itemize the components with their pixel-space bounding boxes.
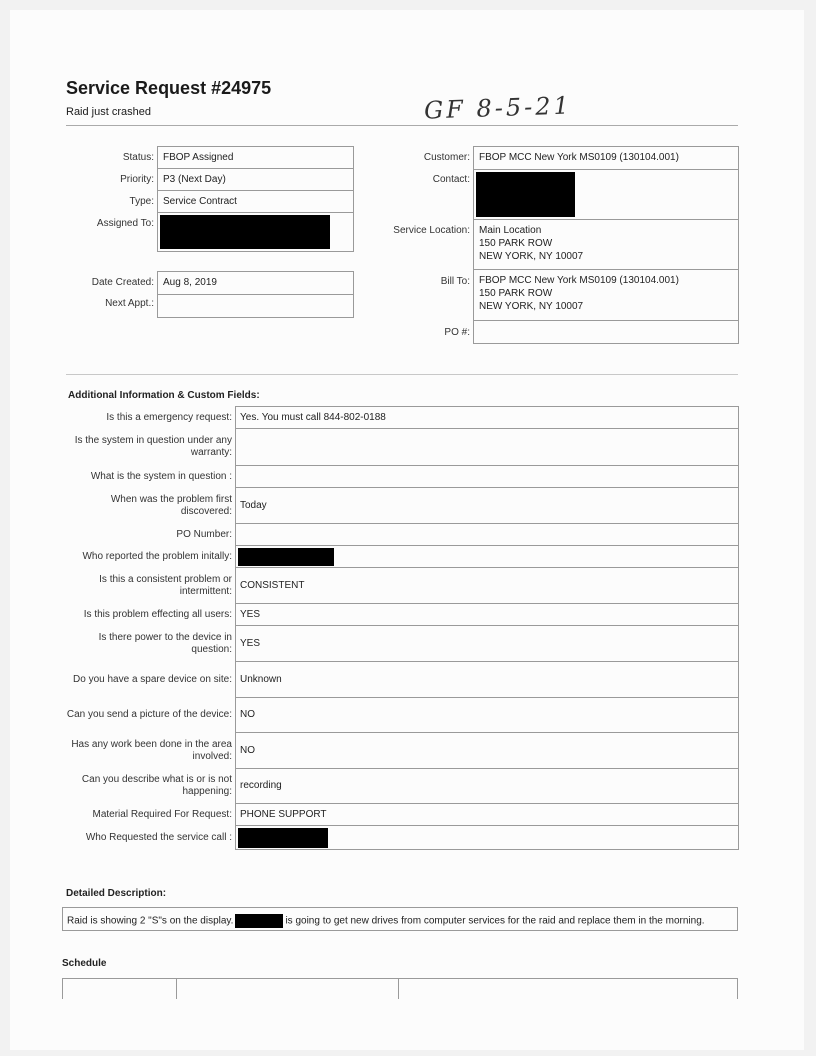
field-answer — [236, 826, 739, 850]
redaction-box — [238, 548, 334, 566]
table-row — [64, 546, 739, 568]
customer-value: FBOP MCC New York MS0109 (130104.001) — [473, 146, 739, 170]
table-row — [64, 769, 739, 804]
schedule-column-divider — [737, 979, 738, 999]
field-answer: YES — [236, 626, 739, 662]
contact-label: Contact: — [432, 174, 470, 185]
field-question: Is this problem effecting all users: — [83, 608, 232, 620]
field-question: Is the system in question under any warranty: — [74, 435, 232, 458]
table-row — [64, 698, 739, 733]
table-row — [64, 826, 739, 850]
priority-label: Priority: — [120, 174, 154, 185]
field-answer — [236, 429, 739, 466]
assigned-to-label: Assigned To: — [96, 218, 154, 229]
po-value — [473, 320, 739, 344]
field-answer: Unknown — [236, 662, 739, 698]
schedule-column-divider — [176, 979, 177, 999]
redaction-box — [238, 828, 328, 848]
field-question: Can you send a picture of the device: — [66, 709, 232, 720]
field-question: Has any work been done in the area involved: — [71, 738, 232, 762]
description-text-end: is going to get new drives from computer services for the raid and replace them in the morning. — [285, 915, 705, 927]
additional-info-heading: Additional Information & Custom Fields: — [68, 390, 260, 401]
next-appt-value — [157, 294, 354, 318]
field-answer: recording — [236, 769, 739, 804]
section-divider — [66, 374, 738, 375]
field-answer: NO — [236, 698, 739, 733]
schedule-column-divider — [62, 979, 63, 999]
customer-label: Customer: — [423, 152, 470, 163]
date-created-label: Date Created: — [91, 277, 154, 288]
table-row — [64, 733, 739, 769]
field-answer: Today — [236, 488, 739, 524]
status-value: FBOP Assigned — [157, 146, 354, 169]
bill-to-line: FBOP MCC New York MS0109 (130104.001) — [479, 275, 679, 286]
table-row — [64, 466, 739, 488]
detailed-description-heading: Detailed Description: — [66, 888, 167, 899]
service-location-line: Main Location — [479, 225, 542, 236]
field-answer — [236, 546, 739, 568]
table-row — [64, 662, 739, 698]
table-row — [64, 626, 739, 662]
table-row — [64, 568, 739, 604]
description-text-start: Raid is showing 2 "S"s on the display. — [67, 915, 234, 927]
table-row — [64, 524, 739, 546]
schedule-column-divider — [398, 979, 399, 999]
date-created-value: Aug 8, 2019 — [157, 271, 354, 295]
field-answer: PHONE SUPPORT — [236, 804, 739, 826]
table-row — [64, 407, 739, 429]
field-question: Who Requested the service call : — [85, 831, 232, 843]
field-question: Is this a consistent problem or intermittent: — [99, 573, 232, 597]
header-divider — [66, 125, 738, 126]
schedule-heading: Schedule — [62, 958, 107, 969]
custom-fields-table — [64, 406, 739, 850]
field-question: Who reported the problem initally: — [82, 550, 232, 562]
field-answer: CONSISTENT — [236, 568, 739, 604]
service-location-line: NEW YORK, NY 10007 — [479, 251, 584, 262]
handwritten-note: GF 8-5-21 — [423, 91, 573, 125]
field-answer — [236, 524, 739, 546]
contact-value — [473, 169, 739, 220]
assigned-to-value — [157, 212, 354, 252]
next-appt-label: Next Appt.: — [105, 298, 154, 309]
type-label: Type: — [129, 196, 154, 207]
request-subject: Raid just crashed — [66, 106, 151, 118]
field-question: Material Required For Request: — [92, 808, 232, 820]
bill-to-label: Bill To: — [440, 276, 470, 287]
field-answer — [236, 466, 739, 488]
field-question: What is the system in question : — [90, 470, 232, 482]
redaction-box — [476, 172, 575, 217]
service-location-value — [473, 219, 739, 270]
field-answer: NO — [236, 733, 739, 769]
field-question: Do you have a spare device on site: — [73, 673, 232, 685]
schedule-table — [62, 978, 738, 999]
field-question: Is there power to the device in question: — [98, 631, 232, 655]
status-label: Status: — [122, 152, 154, 163]
bill-to-line: 150 PARK ROW — [479, 288, 553, 299]
table-row — [64, 488, 739, 524]
redaction-box — [235, 914, 283, 928]
field-question: Can you describe what is or is not happening: — [81, 774, 232, 797]
po-label: PO #: — [444, 327, 470, 338]
bill-to-line: NEW YORK, NY 10007 — [479, 301, 584, 312]
field-question: Is this a emergency request: — [106, 411, 232, 423]
redaction-box — [160, 215, 330, 249]
table-row — [64, 429, 739, 466]
field-question: When was the problem first discovered: — [110, 493, 232, 517]
table-row — [64, 604, 739, 626]
service-location-line: 150 PARK ROW — [479, 238, 553, 249]
bill-to-value — [473, 269, 739, 321]
table-row — [64, 804, 739, 826]
field-answer: YES — [236, 604, 739, 626]
description-text — [62, 907, 738, 931]
type-value: Service Contract — [157, 190, 354, 213]
priority-value: P3 (Next Day) — [157, 168, 354, 191]
service-location-label: Service Location: — [393, 225, 470, 236]
page-title: Service Request #24975 — [66, 78, 272, 98]
field-answer: Yes. You must call 844-802-0188 — [236, 407, 739, 429]
field-question: PO Number: — [176, 528, 232, 540]
